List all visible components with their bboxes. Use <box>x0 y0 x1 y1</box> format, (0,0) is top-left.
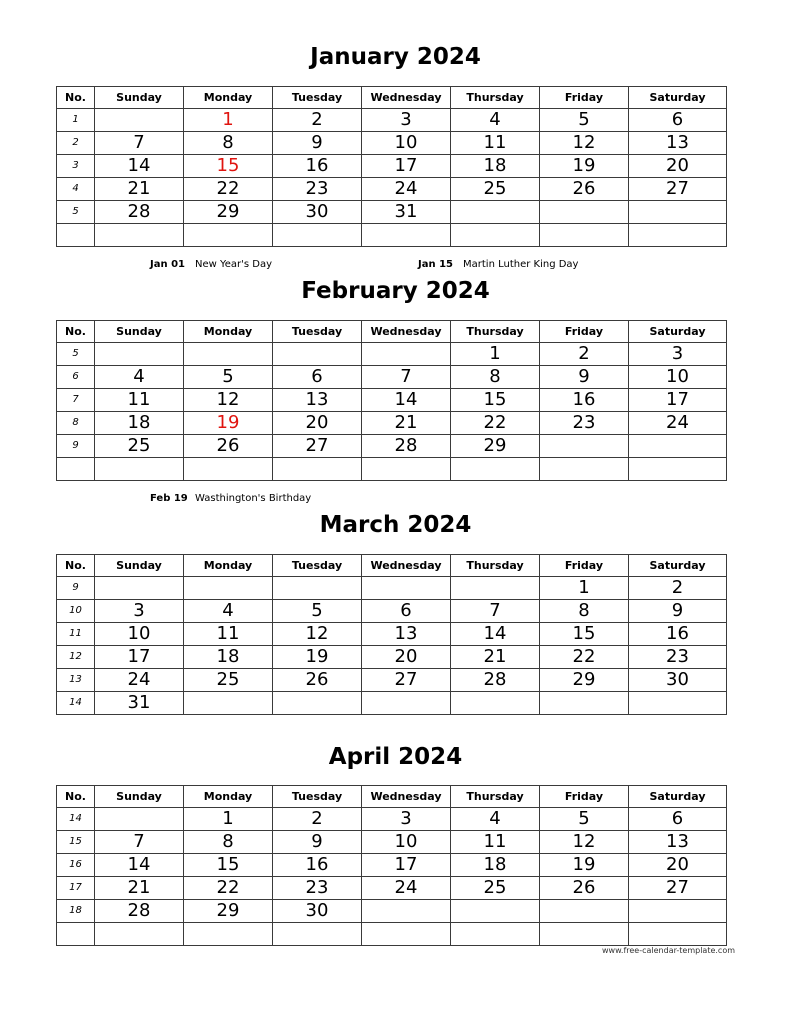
holiday-date: Jan 01 <box>150 259 185 270</box>
day-cell: 12 <box>540 132 629 155</box>
day-cell: 20 <box>273 412 362 435</box>
day-cell: 17 <box>95 646 184 669</box>
day-cell: 3 <box>629 343 727 366</box>
day-cell: 22 <box>184 877 273 900</box>
day-cell <box>629 923 727 946</box>
day-cell <box>540 201 629 224</box>
day-cell <box>273 577 362 600</box>
day-cell: 1 <box>184 808 273 831</box>
day-cell: 15 <box>184 854 273 877</box>
day-cell <box>273 692 362 715</box>
day-cell: 5 <box>540 109 629 132</box>
week-row <box>57 692 727 715</box>
calendar-table-february <box>56 320 727 481</box>
day-cell: 27 <box>629 877 727 900</box>
day-cell: 4 <box>184 600 273 623</box>
day-cell <box>629 692 727 715</box>
day-cell: 6 <box>629 109 727 132</box>
day-cell <box>540 224 629 247</box>
day-cell <box>540 900 629 923</box>
day-cell: 4 <box>451 808 540 831</box>
day-cell: 28 <box>362 435 451 458</box>
day-cell: 3 <box>95 600 184 623</box>
day-cell: 13 <box>629 132 727 155</box>
week-row <box>57 412 727 435</box>
week-number-header: No. <box>57 786 95 808</box>
day-cell: 7 <box>95 132 184 155</box>
header-row <box>57 321 727 343</box>
weekday-header: Saturday <box>629 555 727 577</box>
day-cell: 2 <box>629 577 727 600</box>
day-cell: 8 <box>184 831 273 854</box>
day-cell: 3 <box>362 109 451 132</box>
holiday-name: Martin Luther King Day <box>463 259 579 270</box>
day-cell: 10 <box>95 623 184 646</box>
day-cell: 10 <box>629 366 727 389</box>
day-cell: 17 <box>629 389 727 412</box>
weekday-header: Friday <box>540 321 629 343</box>
day-cell <box>362 577 451 600</box>
month-title-march: March 2024 <box>319 512 472 538</box>
day-cell: 21 <box>95 178 184 201</box>
weekday-header: Saturday <box>629 321 727 343</box>
day-cell: 31 <box>362 201 451 224</box>
day-cell: 13 <box>629 831 727 854</box>
day-cell: 13 <box>273 389 362 412</box>
day-cell <box>540 458 629 481</box>
day-cell: 6 <box>362 600 451 623</box>
week-number-cell: 8 <box>57 412 95 435</box>
day-cell: 6 <box>273 366 362 389</box>
weekday-header: Tuesday <box>273 555 362 577</box>
day-cell <box>451 923 540 946</box>
holiday-date: Jan 15 <box>418 259 453 270</box>
day-cell: 23 <box>629 646 727 669</box>
weekday-header: Friday <box>540 87 629 109</box>
day-cell: 20 <box>629 155 727 178</box>
day-cell: 11 <box>184 623 273 646</box>
day-cell <box>273 458 362 481</box>
day-cell <box>629 224 727 247</box>
day-cell <box>95 224 184 247</box>
day-cell <box>451 577 540 600</box>
day-cell <box>362 343 451 366</box>
week-number-cell: 12 <box>57 646 95 669</box>
day-cell: 17 <box>362 155 451 178</box>
day-cell <box>273 343 362 366</box>
week-number-cell: 15 <box>57 831 95 854</box>
day-cell: 8 <box>184 132 273 155</box>
week-number-cell: 4 <box>57 178 95 201</box>
day-cell: 5 <box>184 366 273 389</box>
weekday-header: Wednesday <box>362 87 451 109</box>
day-cell: 11 <box>451 132 540 155</box>
day-cell: 19 <box>273 646 362 669</box>
day-cell: 18 <box>95 412 184 435</box>
day-cell <box>362 923 451 946</box>
week-row <box>57 923 727 946</box>
day-cell: 10 <box>362 132 451 155</box>
calendar-table-april <box>56 785 727 946</box>
week-number-cell: 7 <box>57 389 95 412</box>
week-number-cell: 2 <box>57 132 95 155</box>
day-cell <box>451 900 540 923</box>
week-number-cell <box>57 224 95 247</box>
day-cell: 15 <box>540 623 629 646</box>
day-cell <box>629 435 727 458</box>
day-cell <box>540 435 629 458</box>
weekday-header: Tuesday <box>273 786 362 808</box>
day-cell: 30 <box>273 900 362 923</box>
weekday-header: Monday <box>184 87 273 109</box>
week-number-cell: 6 <box>57 366 95 389</box>
day-cell <box>540 692 629 715</box>
day-cell: 25 <box>184 669 273 692</box>
day-cell: 14 <box>95 155 184 178</box>
week-row <box>57 831 727 854</box>
day-cell: 11 <box>95 389 184 412</box>
holiday-name: Wasthington's Birthday <box>195 493 312 504</box>
day-cell: 23 <box>273 178 362 201</box>
weekday-header: Saturday <box>629 786 727 808</box>
day-cell: 9 <box>273 132 362 155</box>
day-cell: 9 <box>629 600 727 623</box>
day-cell: 29 <box>451 435 540 458</box>
day-cell: 22 <box>451 412 540 435</box>
day-cell: 20 <box>629 854 727 877</box>
weekday-header: Sunday <box>95 786 184 808</box>
week-number-cell <box>57 923 95 946</box>
day-cell <box>451 458 540 481</box>
day-cell <box>629 900 727 923</box>
holiday-name: New Year's Day <box>195 259 273 270</box>
day-cell: 25 <box>451 178 540 201</box>
day-cell: 1 <box>451 343 540 366</box>
day-cell: 7 <box>95 831 184 854</box>
weekday-header: Tuesday <box>273 87 362 109</box>
week-number-cell: 5 <box>57 343 95 366</box>
day-cell: 22 <box>540 646 629 669</box>
day-cell <box>95 808 184 831</box>
day-cell: 5 <box>540 808 629 831</box>
day-cell <box>540 923 629 946</box>
week-row <box>57 808 727 831</box>
week-number-cell: 9 <box>57 577 95 600</box>
calendar-table-march <box>56 554 727 715</box>
week-row <box>57 155 727 178</box>
day-cell: 2 <box>273 109 362 132</box>
week-number-cell: 3 <box>57 155 95 178</box>
day-cell: 24 <box>95 669 184 692</box>
day-cell: 2 <box>273 808 362 831</box>
week-row <box>57 201 727 224</box>
day-cell: 25 <box>95 435 184 458</box>
day-cell: 24 <box>362 178 451 201</box>
week-row <box>57 435 727 458</box>
week-number-cell: 13 <box>57 669 95 692</box>
day-cell: 30 <box>629 669 727 692</box>
day-cell: 14 <box>362 389 451 412</box>
week-number-cell: 11 <box>57 623 95 646</box>
day-cell <box>273 923 362 946</box>
holiday-date: Feb 19 <box>150 493 188 504</box>
week-row <box>57 389 727 412</box>
day-cell <box>362 458 451 481</box>
week-row <box>57 877 727 900</box>
week-row <box>57 669 727 692</box>
weekday-header: Saturday <box>629 87 727 109</box>
week-row <box>57 224 727 247</box>
day-cell: 29 <box>540 669 629 692</box>
week-number-header: No. <box>57 555 95 577</box>
day-cell: 19 <box>540 854 629 877</box>
day-cell: 23 <box>540 412 629 435</box>
day-cell: 1 <box>184 109 273 132</box>
day-cell: 25 <box>451 877 540 900</box>
day-cell <box>184 224 273 247</box>
weekday-header: Sunday <box>95 321 184 343</box>
week-number-cell: 18 <box>57 900 95 923</box>
day-cell: 1 <box>540 577 629 600</box>
week-number-cell: 1 <box>57 109 95 132</box>
weekday-header: Friday <box>540 555 629 577</box>
day-cell: 9 <box>540 366 629 389</box>
day-cell: 16 <box>540 389 629 412</box>
day-cell: 20 <box>362 646 451 669</box>
day-cell: 8 <box>540 600 629 623</box>
day-cell <box>184 692 273 715</box>
day-cell <box>362 692 451 715</box>
day-cell: 9 <box>273 831 362 854</box>
day-cell: 31 <box>95 692 184 715</box>
day-cell: 28 <box>95 900 184 923</box>
day-cell: 7 <box>362 366 451 389</box>
day-cell: 6 <box>629 808 727 831</box>
footer-website: www.free-calendar-template.com <box>602 946 735 955</box>
day-cell: 13 <box>362 623 451 646</box>
day-cell <box>629 458 727 481</box>
header-row <box>57 87 727 109</box>
week-number-cell: 17 <box>57 877 95 900</box>
day-cell: 12 <box>273 623 362 646</box>
week-row <box>57 458 727 481</box>
day-cell: 2 <box>540 343 629 366</box>
week-row <box>57 343 727 366</box>
day-cell: 17 <box>362 854 451 877</box>
day-cell: 29 <box>184 900 273 923</box>
day-cell: 12 <box>184 389 273 412</box>
header-row <box>57 786 727 808</box>
day-cell: 26 <box>273 669 362 692</box>
month-title-april: April 2024 <box>328 744 463 770</box>
weekday-header: Wednesday <box>362 786 451 808</box>
day-cell: 19 <box>184 412 273 435</box>
week-number-cell <box>57 458 95 481</box>
week-row <box>57 854 727 877</box>
day-cell <box>184 458 273 481</box>
week-row <box>57 109 727 132</box>
day-cell <box>273 224 362 247</box>
week-number-header: No. <box>57 321 95 343</box>
day-cell <box>629 201 727 224</box>
day-cell: 24 <box>629 412 727 435</box>
weekday-header: Monday <box>184 321 273 343</box>
day-cell <box>95 577 184 600</box>
weekday-header: Friday <box>540 786 629 808</box>
week-number-cell: 14 <box>57 692 95 715</box>
day-cell <box>184 923 273 946</box>
day-cell <box>184 577 273 600</box>
header-row <box>57 555 727 577</box>
weekday-header: Thursday <box>451 555 540 577</box>
week-row <box>57 577 727 600</box>
week-row <box>57 132 727 155</box>
day-cell: 4 <box>95 366 184 389</box>
week-number-cell: 16 <box>57 854 95 877</box>
day-cell: 27 <box>629 178 727 201</box>
weekday-header: Sunday <box>95 555 184 577</box>
day-cell <box>451 201 540 224</box>
day-cell: 26 <box>540 877 629 900</box>
month-title-january: January 2024 <box>310 44 481 70</box>
week-number-cell: 5 <box>57 201 95 224</box>
day-cell: 28 <box>451 669 540 692</box>
day-cell: 21 <box>451 646 540 669</box>
day-cell: 16 <box>273 854 362 877</box>
day-cell: 15 <box>451 389 540 412</box>
weekday-header: Wednesday <box>362 321 451 343</box>
weekday-header: Wednesday <box>362 555 451 577</box>
day-cell: 19 <box>540 155 629 178</box>
day-cell: 23 <box>273 877 362 900</box>
day-cell: 27 <box>362 669 451 692</box>
week-number-cell: 10 <box>57 600 95 623</box>
day-cell: 18 <box>451 854 540 877</box>
day-cell: 8 <box>451 366 540 389</box>
day-cell <box>362 224 451 247</box>
day-cell: 11 <box>451 831 540 854</box>
week-number-cell: 9 <box>57 435 95 458</box>
weekday-header: Monday <box>184 555 273 577</box>
day-cell <box>95 923 184 946</box>
day-cell: 10 <box>362 831 451 854</box>
day-cell: 16 <box>629 623 727 646</box>
month-title-february: February 2024 <box>301 278 490 304</box>
day-cell: 16 <box>273 155 362 178</box>
day-cell <box>362 900 451 923</box>
day-cell: 18 <box>451 155 540 178</box>
day-cell: 12 <box>540 831 629 854</box>
calendar-table-january <box>56 86 727 247</box>
day-cell: 22 <box>184 178 273 201</box>
day-cell <box>184 343 273 366</box>
day-cell: 30 <box>273 201 362 224</box>
week-row <box>57 646 727 669</box>
weekday-header: Thursday <box>451 321 540 343</box>
week-number-header: No. <box>57 87 95 109</box>
week-row <box>57 623 727 646</box>
weekday-header: Thursday <box>451 87 540 109</box>
week-row <box>57 900 727 923</box>
day-cell: 26 <box>540 178 629 201</box>
day-cell: 3 <box>362 808 451 831</box>
weekday-header: Tuesday <box>273 321 362 343</box>
weekday-header: Monday <box>184 786 273 808</box>
day-cell <box>95 458 184 481</box>
day-cell: 7 <box>451 600 540 623</box>
day-cell: 15 <box>184 155 273 178</box>
day-cell: 24 <box>362 877 451 900</box>
day-cell: 21 <box>95 877 184 900</box>
day-cell: 18 <box>184 646 273 669</box>
day-cell: 28 <box>95 201 184 224</box>
day-cell: 27 <box>273 435 362 458</box>
day-cell: 29 <box>184 201 273 224</box>
day-cell: 21 <box>362 412 451 435</box>
week-row <box>57 178 727 201</box>
day-cell: 14 <box>95 854 184 877</box>
day-cell <box>95 109 184 132</box>
day-cell <box>95 343 184 366</box>
weekday-header: Thursday <box>451 786 540 808</box>
day-cell: 26 <box>184 435 273 458</box>
day-cell <box>451 224 540 247</box>
day-cell <box>451 692 540 715</box>
day-cell: 4 <box>451 109 540 132</box>
day-cell: 5 <box>273 600 362 623</box>
day-cell: 14 <box>451 623 540 646</box>
week-number-cell: 14 <box>57 808 95 831</box>
weekday-header: Sunday <box>95 87 184 109</box>
week-row <box>57 366 727 389</box>
week-row <box>57 600 727 623</box>
